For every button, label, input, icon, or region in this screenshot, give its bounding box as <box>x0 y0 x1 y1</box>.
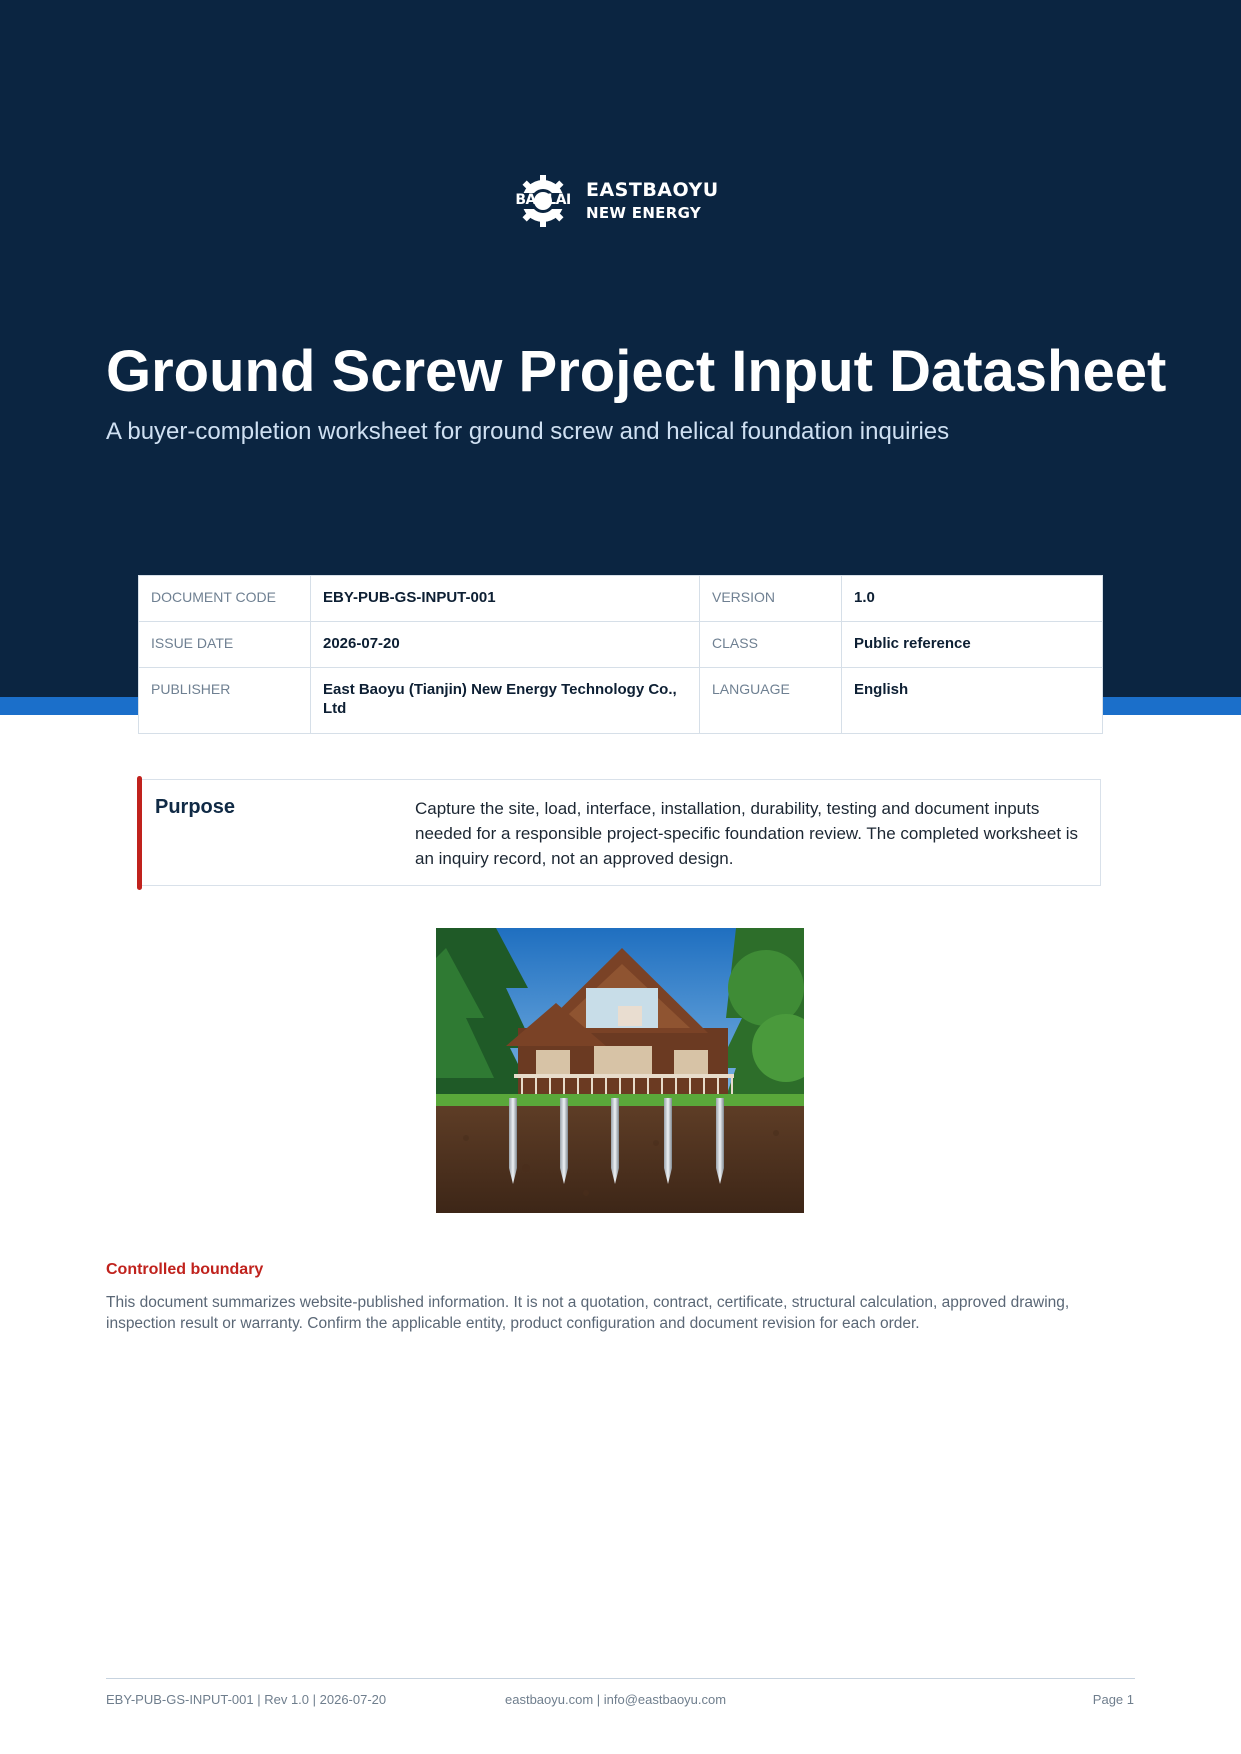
publisher-value: East Baoyu (Tianjin) New Energy Technology Co., Ltd <box>311 668 700 734</box>
table-row <box>139 622 1103 668</box>
footer-page-number: Page 1 <box>1092 1692 1134 1707</box>
table-row <box>139 576 1103 622</box>
boundary-text: This document summarizes website-published information. It is not a quotation, contract, certificate, structural calculation, approved drawing, inspection result or warranty. Confirm the applicable entity, product configuration and document revision for each order. <box>106 1294 1070 1332</box>
brand-logo <box>515 173 719 229</box>
footer-contact: eastbaoyu.com | info@eastbaoyu.com <box>505 1692 727 1707</box>
boundary-heading: Controlled boundary <box>106 1261 264 1278</box>
document-metadata-table <box>138 575 1103 734</box>
brand-wordmark <box>586 181 719 221</box>
purpose-heading: Purpose <box>155 796 236 818</box>
footer-divider <box>106 1678 1135 1679</box>
brand-name: EASTBAOYU <box>586 179 719 201</box>
publisher-label: PUBLISHER <box>139 668 311 734</box>
page-subtitle: A buyer-completion worksheet for ground screw and helical foundation inquiries <box>106 418 950 445</box>
version-label: VERSION <box>700 576 842 622</box>
cabin-ground-screw-image <box>436 928 804 1213</box>
issue-date-label: ISSUE DATE <box>139 622 311 668</box>
table-row <box>139 668 1103 734</box>
purpose-text: Capture the site, load, interface, installation, durability, testing and document inputs needed for a responsible project-specific foundation review. The completed worksheet is an inquiry record, not an approved design. <box>415 799 1079 868</box>
document-code-value: EBY-PUB-GS-INPUT-001 <box>311 576 700 622</box>
version-value: 1.0 <box>842 576 1103 622</box>
class-value: Public reference <box>842 622 1103 668</box>
logo-mark-text: BAOLAI <box>515 192 571 208</box>
brand-tagline: NEW ENERGY <box>586 204 702 222</box>
language-value: English <box>842 668 1103 734</box>
page-title: Ground Screw Project Input Datasheet <box>106 339 1167 404</box>
class-label: CLASS <box>700 622 842 668</box>
callout-accent-bar <box>137 776 142 890</box>
purpose-callout <box>138 779 1101 886</box>
footer-document-ref: EBY-PUB-GS-INPUT-001 | Rev 1.0 | 2026-07-20 <box>106 1692 387 1707</box>
gear-logo-icon <box>515 173 571 229</box>
document-code-label: DOCUMENT CODE <box>139 576 311 622</box>
issue-date-value: 2026-07-20 <box>311 622 700 668</box>
language-label: LANGUAGE <box>700 668 842 734</box>
